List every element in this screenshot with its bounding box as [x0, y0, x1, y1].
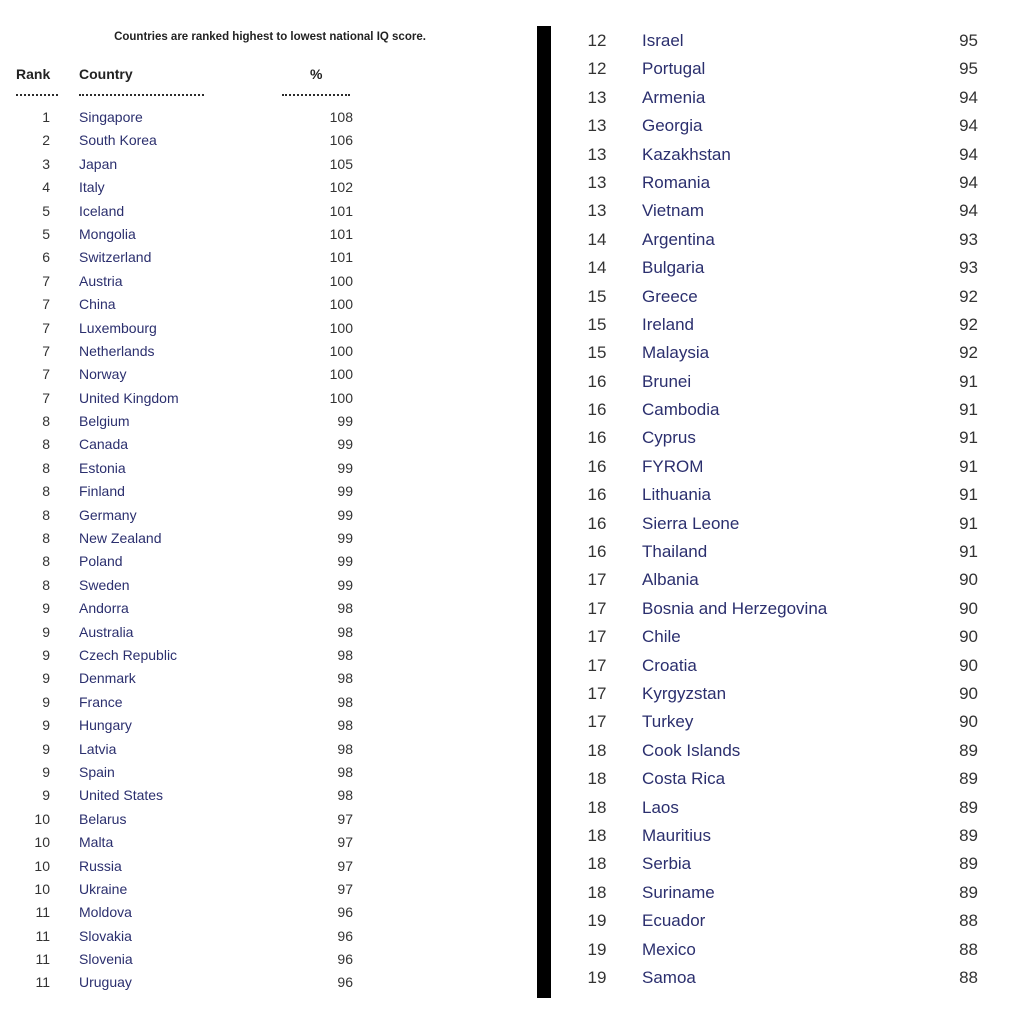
rank-cell: 7 [42, 389, 50, 406]
score-cell: 94 [959, 87, 978, 107]
rank-cell: 9 [42, 646, 50, 663]
table-row [560, 84, 1000, 112]
country-link[interactable]: Georgia [642, 116, 703, 136]
table-row [0, 223, 370, 246]
country-link[interactable]: Luxembourg [79, 319, 157, 336]
score-cell: 100 [329, 296, 353, 313]
table-row [560, 283, 1000, 311]
country-link[interactable]: Israel [642, 31, 684, 50]
country-link[interactable]: Spain [79, 763, 115, 780]
country-link[interactable]: United States [79, 787, 164, 804]
score-cell: 90 [959, 655, 978, 675]
country-link[interactable]: Switzerland [79, 249, 152, 266]
table-row [560, 27, 1000, 55]
country-link[interactable]: Bulgaria [642, 258, 705, 278]
rank-cell: 19 [587, 967, 607, 987]
score-cell: 98 [337, 787, 353, 804]
rank-cell: 2 [42, 132, 50, 149]
score-cell: 108 [329, 109, 353, 125]
country-link[interactable]: Croatia [642, 655, 697, 675]
country-link[interactable]: Cook Islands [642, 740, 741, 760]
country-link[interactable]: Austria [79, 272, 123, 289]
table-row [560, 822, 1000, 850]
table-row [560, 311, 1000, 339]
score-cell: 98 [337, 763, 353, 780]
score-cell: 92 [959, 314, 978, 334]
rank-cell: 5 [42, 225, 50, 242]
country-link[interactable]: Serbia [642, 854, 692, 874]
rank-cell: 12 [587, 59, 607, 79]
table-row [560, 510, 1000, 538]
score-cell: 101 [329, 225, 353, 242]
score-cell: 99 [337, 413, 353, 430]
country-link[interactable]: Greece [642, 286, 698, 306]
rank-cell: 8 [42, 576, 50, 593]
rank-cell: 16 [587, 371, 607, 391]
country-link[interactable]: FYROM [642, 456, 704, 476]
score-cell: 98 [337, 600, 353, 617]
country-link[interactable]: Armenia [642, 87, 706, 107]
rank-cell: 7 [42, 319, 50, 336]
score-header-rule [282, 94, 350, 96]
rank-cell: 9 [42, 600, 50, 617]
country-link[interactable]: Ukraine [79, 880, 128, 897]
score-cell: 91 [959, 371, 978, 391]
country-link[interactable]: Chile [642, 627, 681, 647]
table-row [560, 453, 1000, 481]
country-link[interactable]: Sweden [79, 576, 130, 593]
rank-cell: 17 [587, 683, 607, 703]
score-cell: 99 [337, 576, 353, 593]
country-link[interactable]: Mauritius [642, 825, 711, 845]
table-row [0, 550, 370, 573]
score-cell: 99 [337, 459, 353, 476]
rank-cell: 18 [587, 854, 607, 874]
rank-cell: 15 [587, 286, 607, 306]
country-link[interactable]: Costa Rica [642, 769, 726, 789]
table-row [0, 457, 370, 480]
table-row [560, 964, 1000, 992]
table-row [0, 714, 370, 737]
country-link[interactable]: Iceland [79, 202, 125, 219]
table-row [560, 794, 1000, 822]
table-row [0, 691, 370, 714]
score-cell: 101 [329, 249, 353, 266]
table-row [560, 254, 1000, 282]
score-cell: 99 [337, 506, 353, 523]
score-cell: 97 [337, 810, 353, 827]
table-row [560, 141, 1000, 169]
rank-cell: 19 [587, 939, 607, 959]
score-cell: 99 [337, 483, 353, 500]
score-cell: 89 [959, 825, 978, 845]
rank-cell: 8 [42, 459, 50, 476]
country-link[interactable]: Uruguay [79, 974, 132, 991]
country-link[interactable]: Belarus [79, 810, 127, 827]
rank-cell: 7 [42, 296, 50, 313]
table-row [560, 936, 1000, 964]
table-row [560, 652, 1000, 680]
country-link[interactable]: Italy [79, 179, 105, 196]
score-cell: 89 [959, 740, 978, 760]
table-row [0, 527, 370, 550]
score-cell: 106 [329, 132, 353, 149]
table-row [0, 574, 370, 597]
rank-cell: 13 [587, 87, 607, 107]
table-row [560, 680, 1000, 708]
score-cell: 97 [337, 880, 353, 897]
rank-cell: 8 [42, 506, 50, 523]
table-row [0, 504, 370, 527]
rank-cell: 13 [587, 116, 607, 136]
country-link[interactable]: Cyprus [642, 428, 696, 448]
country-link[interactable]: Portugal [642, 59, 706, 79]
ranking-list-left [0, 106, 370, 995]
score-cell: 90 [959, 627, 978, 647]
country-link[interactable]: Estonia [79, 459, 126, 476]
rank-cell: 17 [587, 627, 607, 647]
country-link[interactable]: Thailand [642, 542, 708, 562]
rank-cell: 17 [587, 655, 607, 675]
rank-cell: 18 [587, 769, 607, 789]
table-row [0, 644, 370, 667]
rank-cell: 19 [587, 911, 607, 931]
rank-cell: 10 [34, 834, 50, 851]
rank-cell: 9 [42, 670, 50, 687]
country-link[interactable]: Latvia [79, 740, 117, 757]
country-link[interactable]: Samoa [642, 967, 696, 987]
rank-cell: 6 [42, 249, 50, 266]
country-link[interactable]: Poland [79, 553, 123, 570]
rank-cell: 17 [587, 712, 607, 732]
score-cell: 88 [959, 911, 978, 931]
rank-cell: 16 [587, 400, 607, 420]
country-link[interactable]: Suriname [642, 882, 715, 902]
table-row [0, 317, 370, 340]
country-column-header: Country [79, 66, 133, 82]
table-row [0, 667, 370, 690]
table-row [560, 708, 1000, 736]
rank-cell: 9 [42, 717, 50, 734]
table-row [0, 948, 370, 971]
score-cell: 93 [959, 258, 978, 278]
country-link[interactable]: Brunei [642, 371, 692, 391]
rank-cell: 10 [34, 857, 50, 874]
country-link[interactable]: Sierra Leone [642, 513, 740, 533]
table-row [0, 831, 370, 854]
score-cell: 102 [329, 179, 353, 196]
table-row [560, 169, 1000, 197]
country-link[interactable]: Japan [79, 155, 118, 172]
table-row [560, 112, 1000, 140]
score-cell: 91 [959, 513, 978, 533]
score-cell: 95 [959, 59, 978, 79]
rank-cell: 11 [35, 951, 50, 968]
rank-cell: 18 [587, 825, 607, 845]
score-cell: 89 [959, 797, 978, 817]
rank-cell: 15 [587, 343, 607, 363]
rank-cell: 8 [42, 553, 50, 570]
country-link[interactable]: Andorra [79, 600, 129, 617]
rank-cell: 13 [587, 172, 607, 192]
score-cell: 98 [337, 670, 353, 687]
country-link[interactable]: Slovakia [79, 927, 132, 944]
table-row [0, 387, 370, 410]
rank-cell: 18 [587, 740, 607, 760]
country-link[interactable]: Denmark [79, 670, 136, 687]
country-link[interactable]: Moldova [79, 904, 132, 921]
score-cell: 91 [959, 428, 978, 448]
table-row [560, 566, 1000, 594]
rank-cell: 16 [587, 456, 607, 476]
table-row [0, 340, 370, 363]
column-divider [537, 26, 551, 998]
country-link[interactable]: Vietnam [642, 201, 705, 221]
table-row [560, 55, 1000, 83]
country-link[interactable]: Lithuania [642, 485, 712, 505]
table-row [560, 595, 1000, 623]
table-row [0, 153, 370, 176]
country-link[interactable]: Albania [642, 570, 699, 590]
score-cell: 91 [959, 542, 978, 562]
table-row [560, 879, 1000, 907]
rank-cell: 7 [42, 342, 50, 359]
rank-cell: 7 [42, 366, 50, 383]
score-cell: 89 [959, 854, 978, 874]
table-row [0, 480, 370, 503]
country-link[interactable]: South Korea [79, 132, 157, 149]
country-link[interactable]: Kyrgyzstan [642, 683, 727, 703]
country-link[interactable]: New Zealand [79, 530, 162, 547]
table-row [560, 907, 1000, 935]
rank-cell: 17 [587, 570, 607, 590]
country-link[interactable]: Malta [79, 834, 114, 851]
country-link[interactable]: Mexico [642, 939, 696, 959]
table-caption: Countries are ranked highest to lowest national IQ score. [114, 31, 426, 43]
score-cell: 94 [959, 172, 978, 192]
table-row [0, 901, 370, 924]
table-row [0, 200, 370, 223]
rank-cell: 13 [587, 201, 607, 221]
table-row [0, 878, 370, 901]
score-cell: 98 [337, 693, 353, 710]
table-row [0, 621, 370, 644]
table-row [0, 855, 370, 878]
country-link[interactable]: Singapore [79, 109, 143, 125]
score-cell: 100 [329, 319, 353, 336]
country-link[interactable]: Norway [79, 366, 127, 383]
country-link[interactable]: Mongolia [79, 225, 136, 242]
table-row [0, 410, 370, 433]
country-link[interactable]: Belgium [79, 413, 130, 430]
table-row [560, 396, 1000, 424]
rank-cell: 10 [34, 810, 50, 827]
score-cell: 98 [337, 717, 353, 734]
rank-cell: 7 [42, 272, 50, 289]
rank-cell: 11 [35, 974, 50, 991]
score-cell: 99 [337, 530, 353, 547]
rank-cell: 12 [587, 31, 607, 50]
rank-cell: 8 [42, 530, 50, 547]
table-row [0, 597, 370, 620]
ranking-list-right [560, 27, 1000, 992]
country-link[interactable]: France [79, 693, 123, 710]
table-row [0, 925, 370, 948]
table-row [0, 761, 370, 784]
score-cell: 88 [959, 967, 978, 987]
rank-cell: 16 [587, 485, 607, 505]
table-row [560, 481, 1000, 509]
score-cell: 90 [959, 570, 978, 590]
rank-cell: 18 [587, 797, 607, 817]
country-link[interactable]: Romania [642, 172, 711, 192]
rank-cell: 16 [587, 428, 607, 448]
score-cell: 88 [959, 939, 978, 959]
score-cell: 105 [329, 155, 353, 172]
score-cell: 91 [959, 400, 978, 420]
rank-cell: 3 [42, 155, 50, 172]
table-row [560, 424, 1000, 452]
table-row [0, 270, 370, 293]
country-link[interactable]: Argentina [642, 229, 715, 249]
country-link[interactable]: China [79, 296, 116, 313]
table-row [560, 737, 1000, 765]
rank-cell: 4 [42, 179, 50, 196]
score-cell: 99 [337, 436, 353, 453]
rank-cell: 11 [35, 904, 50, 921]
rank-cell: 9 [42, 787, 50, 804]
score-cell: 91 [959, 456, 978, 476]
rank-cell: 9 [42, 623, 50, 640]
table-row [0, 738, 370, 761]
country-link[interactable]: Germany [79, 506, 137, 523]
table-row [0, 293, 370, 316]
score-cell: 98 [337, 740, 353, 757]
table-row [0, 106, 370, 129]
country-link[interactable]: Czech Republic [79, 646, 178, 663]
country-link[interactable]: Cambodia [642, 400, 720, 420]
country-link[interactable]: Russia [79, 857, 122, 874]
rank-cell: 8 [42, 483, 50, 500]
rank-cell: 8 [42, 436, 50, 453]
rank-cell: 1 [42, 109, 50, 125]
score-cell: 96 [337, 951, 353, 968]
country-link[interactable]: Turkey [642, 712, 694, 732]
table-row [0, 363, 370, 386]
score-cell: 101 [329, 202, 353, 219]
country-link[interactable]: Australia [79, 623, 134, 640]
rank-cell: 16 [587, 542, 607, 562]
country-link[interactable]: Slovenia [79, 951, 133, 968]
country-link[interactable]: Finland [79, 483, 125, 500]
score-cell: 90 [959, 712, 978, 732]
score-cell: 97 [337, 834, 353, 851]
score-cell: 96 [337, 974, 353, 991]
score-cell: 96 [337, 927, 353, 944]
table-row [0, 433, 370, 456]
score-cell: 94 [959, 144, 978, 164]
country-link[interactable]: Ireland [642, 314, 694, 334]
rank-cell: 14 [587, 229, 607, 249]
score-cell: 90 [959, 598, 978, 618]
score-cell: 100 [329, 366, 353, 383]
score-cell: 98 [337, 646, 353, 663]
country-link[interactable]: Bosnia and Herzegovina [642, 598, 828, 618]
score-cell: 95 [959, 31, 978, 50]
rank-cell: 8 [42, 413, 50, 430]
rank-cell: 17 [587, 598, 607, 618]
table-row [560, 197, 1000, 225]
score-cell: 93 [959, 229, 978, 249]
country-link[interactable]: Malaysia [642, 343, 710, 363]
score-cell: 91 [959, 485, 978, 505]
table-row [560, 368, 1000, 396]
table-row [560, 339, 1000, 367]
score-cell: 92 [959, 343, 978, 363]
country-link[interactable]: Netherlands [79, 342, 155, 359]
score-cell: 90 [959, 683, 978, 703]
rank-cell: 18 [587, 882, 607, 902]
rank-cell: 15 [587, 314, 607, 334]
country-link[interactable]: Canada [79, 436, 129, 453]
table-row [560, 765, 1000, 793]
country-header-rule [79, 94, 204, 96]
country-link[interactable]: United Kingdom [79, 389, 179, 406]
score-cell: 89 [959, 769, 978, 789]
country-link[interactable]: Kazakhstan [642, 144, 731, 164]
score-cell: 96 [337, 904, 353, 921]
table-row [0, 129, 370, 152]
score-cell: 94 [959, 201, 978, 221]
table-row [560, 226, 1000, 254]
country-link[interactable]: Ecuador [642, 911, 706, 931]
table-row [0, 784, 370, 807]
rank-cell: 10 [34, 880, 50, 897]
table-row [0, 176, 370, 199]
score-cell: 100 [329, 272, 353, 289]
table-row [0, 808, 370, 831]
rank-cell: 5 [42, 202, 50, 219]
rank-cell: 14 [587, 258, 607, 278]
rank-cell: 16 [587, 513, 607, 533]
country-link[interactable]: Hungary [79, 717, 132, 734]
score-cell: 99 [337, 553, 353, 570]
score-cell: 98 [337, 623, 353, 640]
table-row [0, 971, 370, 994]
rank-column-header: Rank [16, 66, 51, 82]
rank-cell: 9 [42, 740, 50, 757]
rank-cell: 9 [42, 763, 50, 780]
score-cell: 97 [337, 857, 353, 874]
rank-cell: 11 [35, 927, 50, 944]
score-column-header: % [310, 66, 323, 82]
table-row [560, 623, 1000, 651]
table-row [560, 538, 1000, 566]
score-cell: 94 [959, 116, 978, 136]
country-link[interactable]: Laos [642, 797, 679, 817]
table-row [560, 850, 1000, 878]
score-cell: 92 [959, 286, 978, 306]
table-row [0, 246, 370, 269]
rank-header-rule [16, 94, 58, 96]
score-cell: 100 [329, 389, 353, 406]
rank-cell: 9 [42, 693, 50, 710]
score-cell: 100 [329, 342, 353, 359]
rank-cell: 13 [587, 144, 607, 164]
score-cell: 89 [959, 882, 978, 902]
